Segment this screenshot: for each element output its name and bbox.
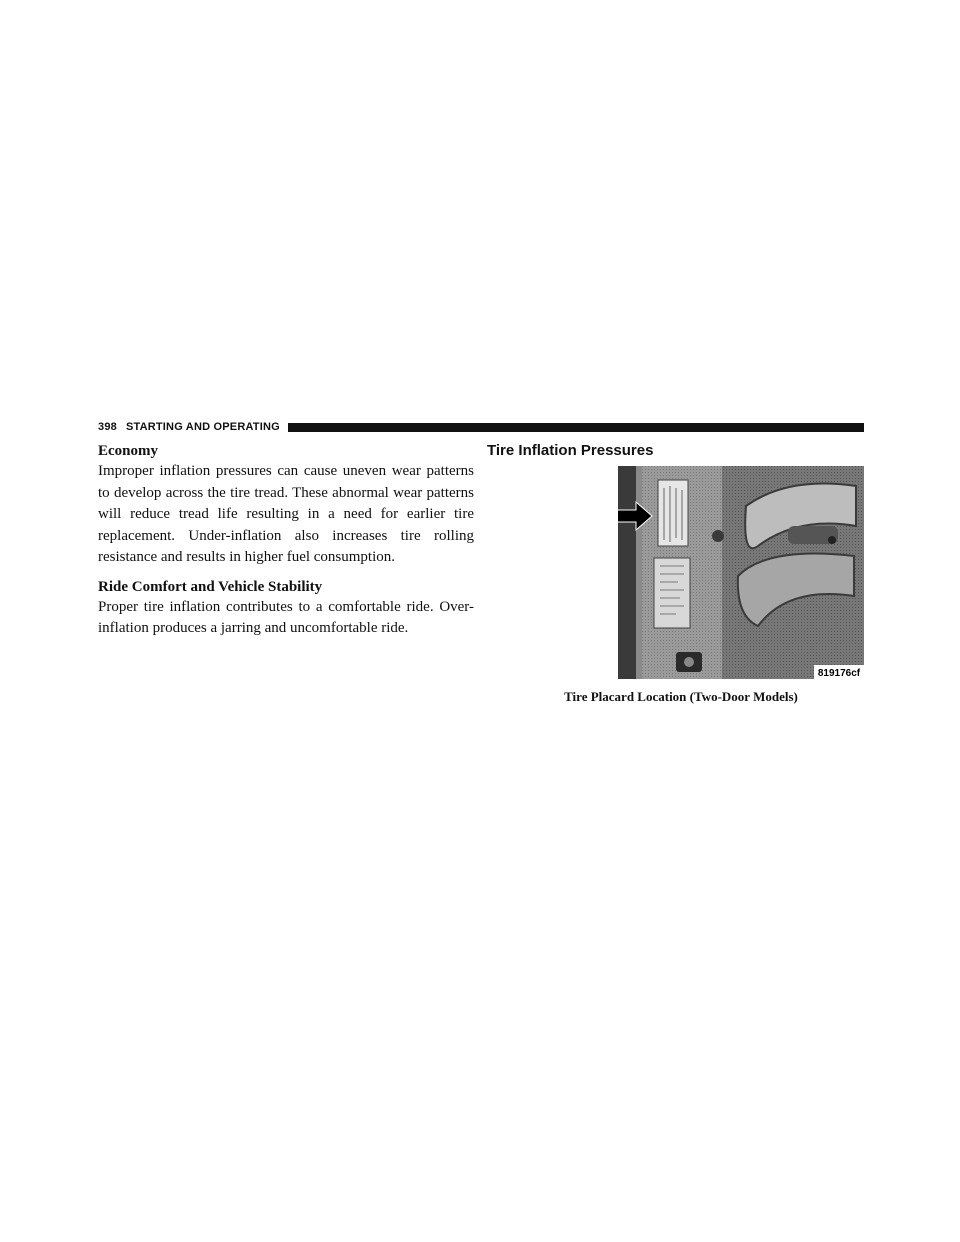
door-jamb-illustration [618,466,864,679]
economy-heading: Economy [98,443,158,459]
left-column [98,442,474,649]
ride-comfort-heading: Ride Comfort and Vehicle Stability [98,578,323,595]
page-number: 398 [98,421,117,433]
economy-paragraph: Improper inflation pressures can cause uneven wear patterns to develop across the tire tread. These abnormal wear patterns will reduce tread life resulting in a need for earlier tire replacement. Under-inflation also increases tire rolling resistance and results in higher fuel consumption. [98,463,474,565]
right-column [487,441,864,704]
header-rule [288,423,864,432]
section-name: STARTING AND OPERATING [125,421,280,433]
section-title: Tire Inflation Pressures [487,442,654,459]
tire-placard-figure [618,466,864,679]
ride-comfort-paragraph: Proper tire inflation contributes to a comfortable ride. Over-inflation produces a jarring and uncomfortable ride. [98,598,474,636]
figure-caption: Tire Placard Location (Two-Door Models) [564,689,798,704]
figure-code: 819176cf [817,668,861,679]
page-header [98,420,864,434]
